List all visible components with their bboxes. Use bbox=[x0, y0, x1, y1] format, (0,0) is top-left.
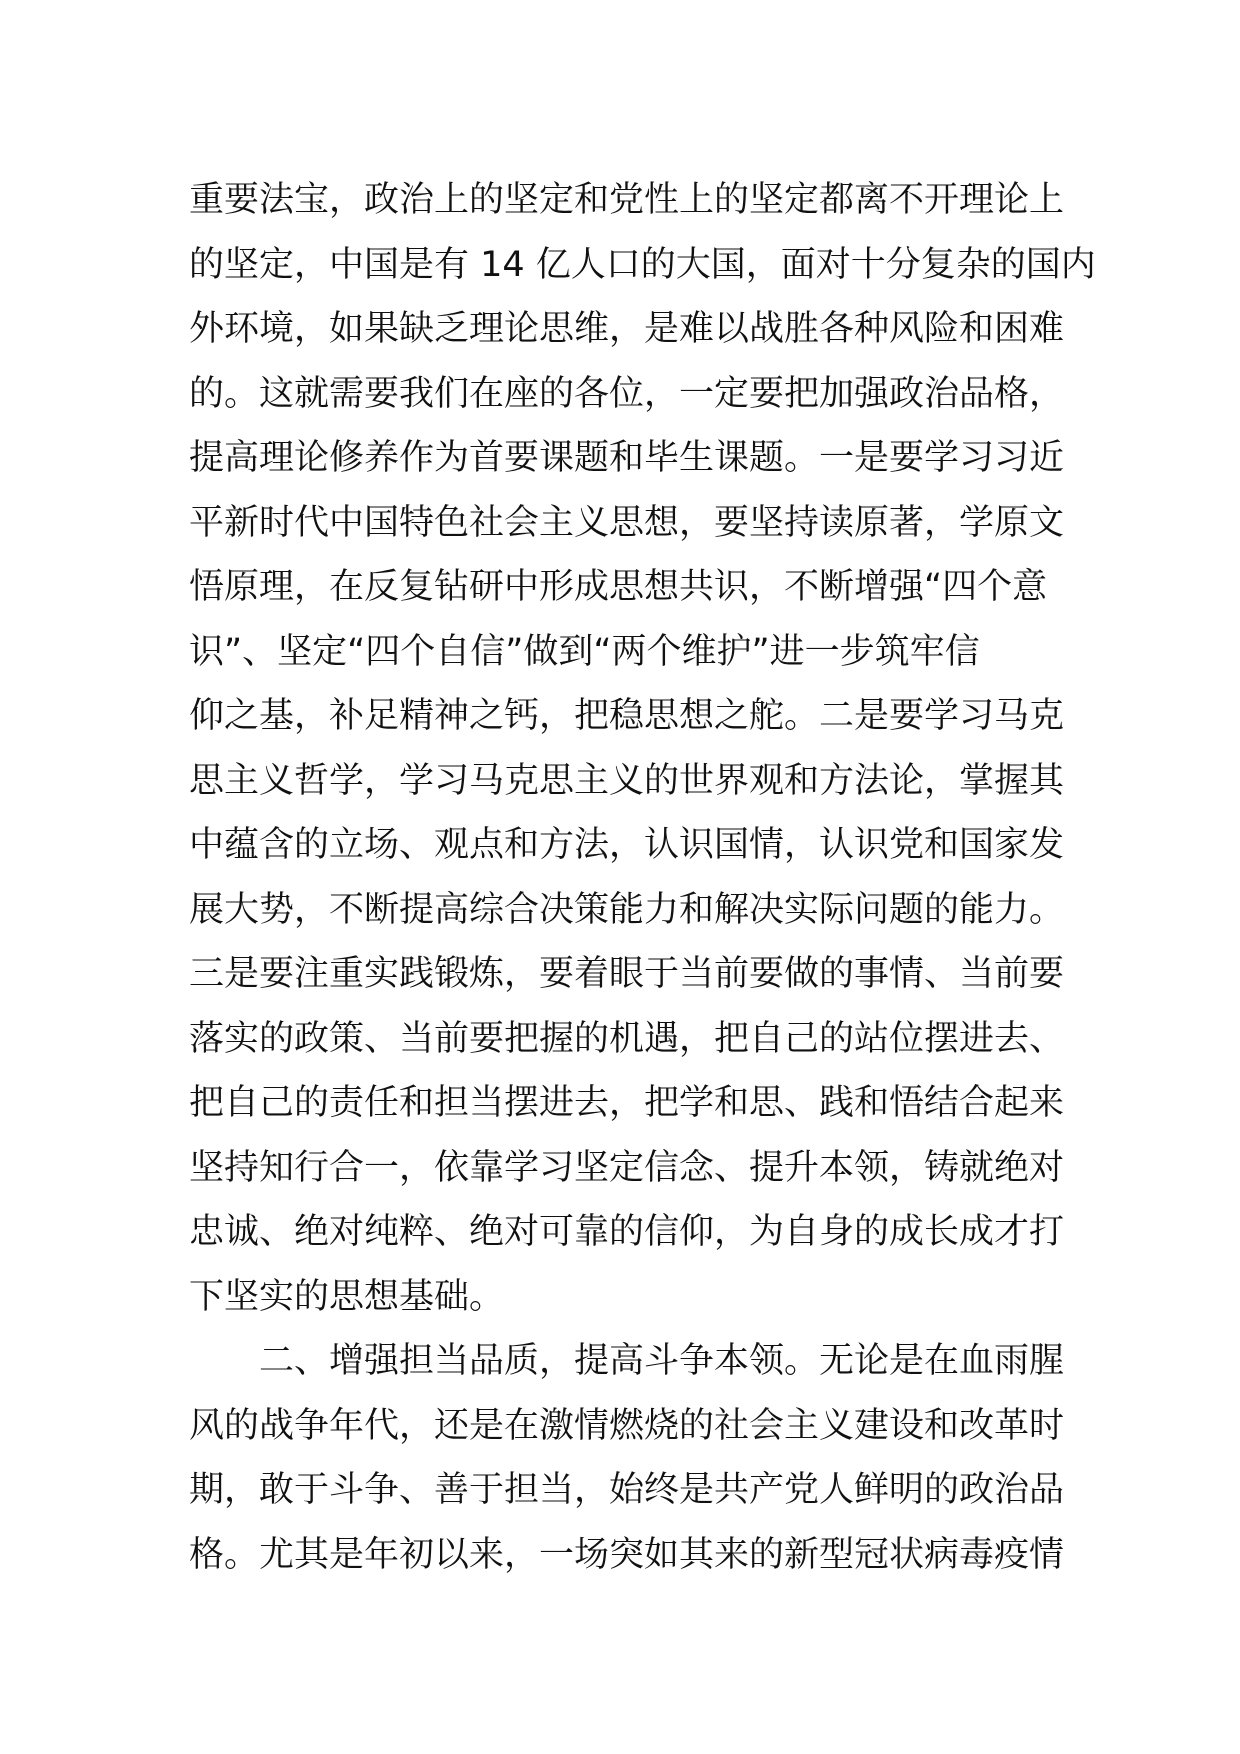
text-line: 悟原理，在反复钻研中形成思想共识，不断增强“四个意 bbox=[189, 567, 1048, 607]
text-line: 忠诚、绝对纯粹、绝对可靠的信仰，为自身的成长成才打 bbox=[189, 1212, 1065, 1252]
text-line: 落实的政策、当前要把握的机遇，把自己的站位摆进去、 bbox=[189, 1018, 1065, 1059]
text-line: 中蕴含的立场、观点和方法，认识国情，认识党和国家发 bbox=[189, 825, 1065, 865]
text-line: 提高理论修养作为首要课题和毕生课题。一是要学习习近 bbox=[189, 438, 1065, 478]
text-line: 把自己的责任和担当摆进去，把学和思、践和悟结合起来 bbox=[189, 1083, 1065, 1123]
text-line: 平新时代中国特色社会主义思想，要坚持读原著，学原文 bbox=[189, 502, 1065, 543]
text-line: 下坚实的思想基础。 bbox=[189, 1276, 505, 1317]
text-line: 的。这就需要我们在座的各位，一定要把加强政治品格， bbox=[189, 373, 1065, 414]
text-line: 的坚定，中国是有 14 亿人口的大国，面对十分复杂的国内 bbox=[189, 244, 1096, 285]
text-line: 风的战争年代，还是在激情燃烧的社会主义建设和改革时 bbox=[189, 1405, 1065, 1446]
text-line: 重要法宝，政治上的坚定和党性上的坚定都离不开理论上 bbox=[189, 180, 1065, 220]
text-line: 三是要注重实践锻炼，要着眼于当前要做的事情、当前要 bbox=[189, 954, 1065, 994]
text-line: 格。尤其是年初以来，一场突如其来的新型冠状病毒疫情 bbox=[189, 1534, 1065, 1575]
text-line: 识”、坚定“四个自信”做到“两个维护”进一步筑牢信 bbox=[189, 631, 980, 672]
text-line: 展大势，不断提高综合决策能力和解决实际问题的能力。 bbox=[189, 889, 1065, 930]
text-line: 期，敢于斗争、善于担当，始终是共产党人鲜明的政治品 bbox=[189, 1470, 1065, 1510]
text-line-paragraph-start: 二、增强担当品质，提高斗争本领。无论是在血雨腥 bbox=[259, 1341, 1065, 1381]
text-line: 坚持知行合一，依靠学习坚定信念、提升本领，铸就绝对 bbox=[189, 1147, 1065, 1188]
text-line: 思主义哲学，学习马克思主义的世界观和方法论，掌握其 bbox=[189, 760, 1065, 801]
text-line: 外环境，如果缺乏理论思维，是难以战胜各种风险和困难 bbox=[189, 309, 1065, 349]
body-text bbox=[189, 168, 1096, 1587]
text-line: 仰之基，补足精神之钙，把稳思想之舵。二是要学习马克 bbox=[189, 696, 1065, 736]
